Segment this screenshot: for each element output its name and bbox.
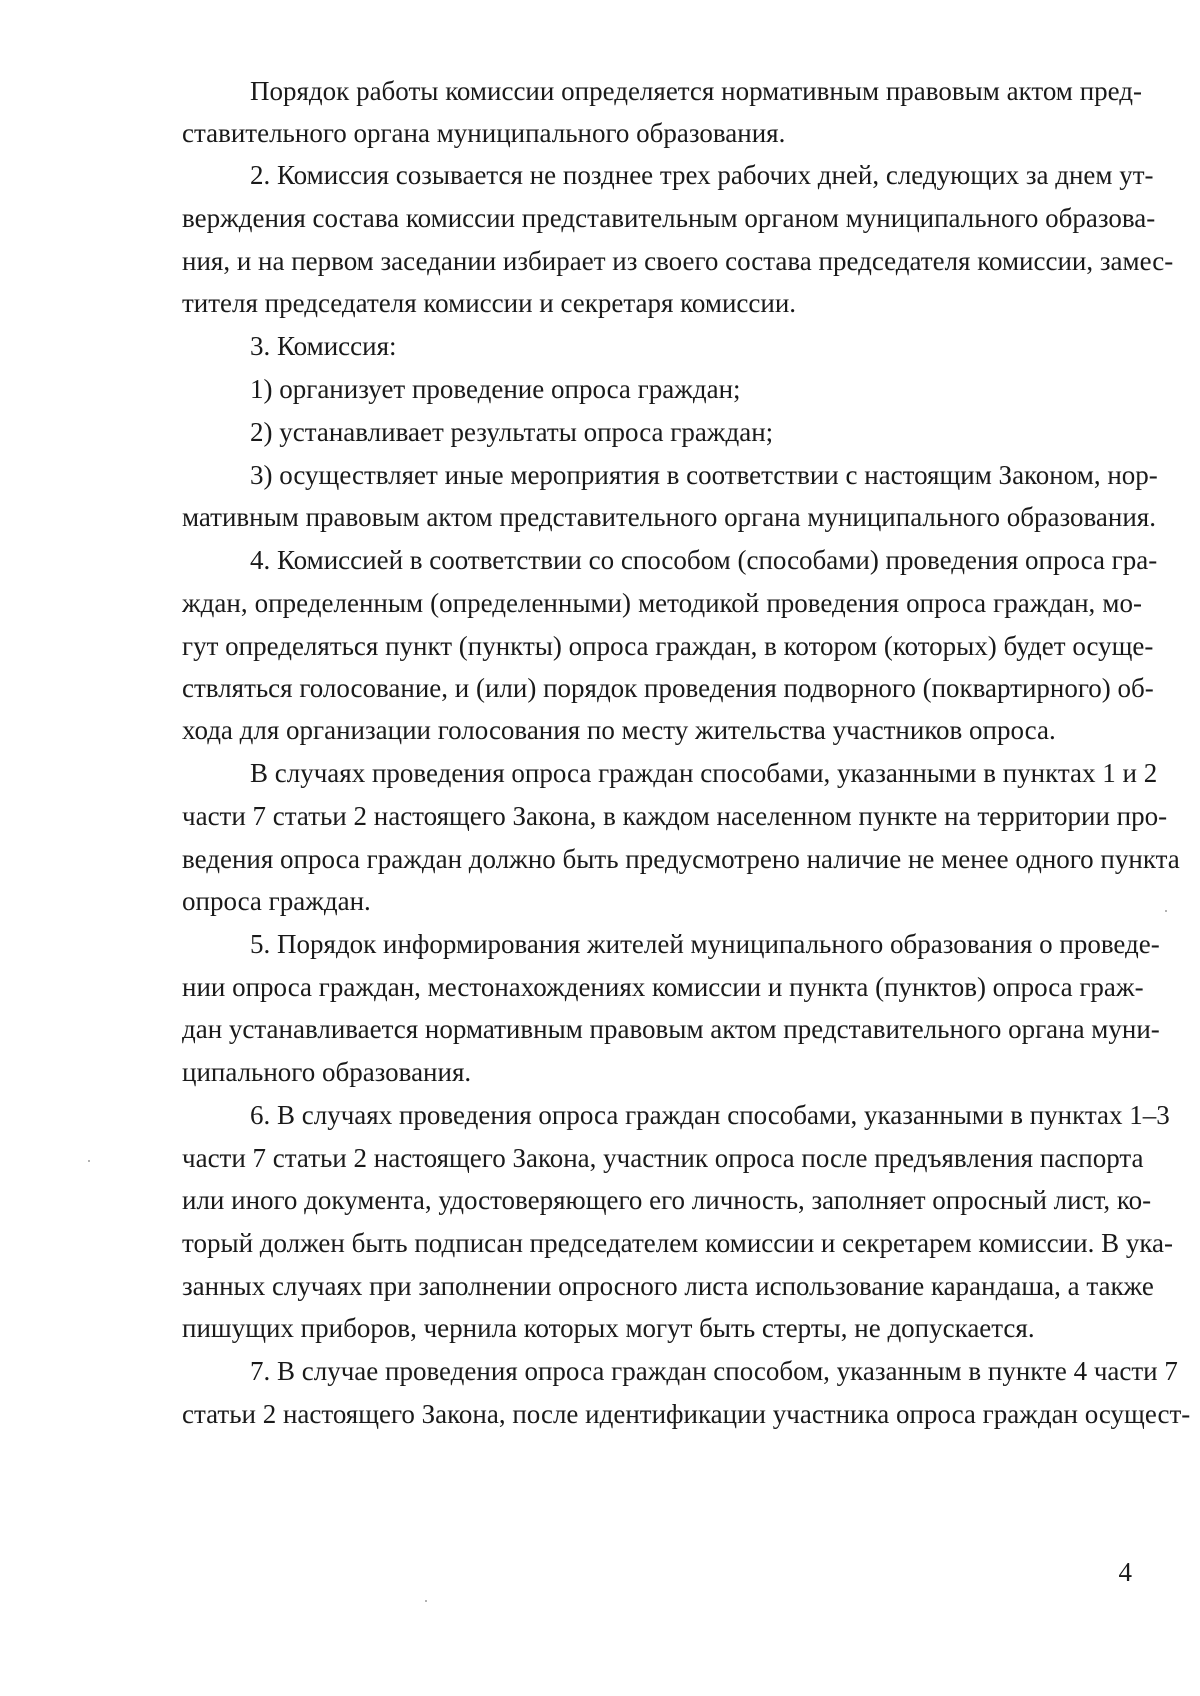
text-line: 6. В случаях проведения опроса граждан способами, указанными в пунктах 1–3 xyxy=(250,1100,1170,1130)
text-line: хода для организации голосования по месту жительства участников опроса. xyxy=(182,715,1056,745)
text-line: 7. В случае проведения опроса граждан способом, указанным в пункте 4 части 7 xyxy=(250,1356,1178,1386)
text-line: дан устанавливается нормативным правовым актом представительного органа муни- xyxy=(182,1014,1160,1044)
scan-speck xyxy=(1165,910,1167,912)
text-line: занных случаях при заполнении опросного листа использование карандаша, а также xyxy=(182,1271,1154,1301)
text-line: ствляться голосование, и (или) порядок проведения подворного (поквартирного) об- xyxy=(182,673,1154,703)
text-line: ципального образования. xyxy=(182,1057,472,1087)
page-number: 4 xyxy=(1118,1557,1132,1587)
text-line: 1) организует проведение опроса граждан; xyxy=(250,374,741,404)
text-line: ждан, определенным (определенными) методикой проведения опроса граждан, мо- xyxy=(182,588,1142,618)
scan-speck xyxy=(88,1160,90,1162)
text-line: 3) осуществляет иные мероприятия в соответствии с настоящим Законом, нор- xyxy=(250,460,1158,490)
text-line: ния, и на первом заседании избирает из своего состава председателя комиссии, замес- xyxy=(182,246,1174,276)
text-line: торый должен быть подписан председателем комиссии и секретарем комиссии. В ука- xyxy=(182,1228,1174,1258)
text-line: части 7 статьи 2 настоящего Закона, участник опроса после предъявления паспорта xyxy=(182,1143,1144,1173)
text-line: части 7 статьи 2 настоящего Закона, в каждом населенном пункте на территории про- xyxy=(182,801,1168,831)
text-line: статьи 2 настоящего Закона, после идентификации участника опроса граждан осущест- xyxy=(182,1399,1191,1429)
text-line: 3. Комиссия: xyxy=(250,331,397,361)
text-line: 4. Комиссией в соответствии со способом (способами) проведения опроса гра- xyxy=(250,545,1158,575)
text-line: 2) устанавливает результаты опроса граждан; xyxy=(250,417,774,447)
text-line: 5. Порядок информирования жителей муниципального образования о проведе- xyxy=(250,929,1160,959)
text-line: верждения состава комиссии представительным органом муниципального образова- xyxy=(182,203,1156,233)
text-line: пишущих приборов, чернила которых могут быть стерты, не допускается. xyxy=(182,1313,1035,1343)
text-line: ведения опроса граждан должно быть предусмотрено наличие не менее одного пункта xyxy=(182,844,1180,874)
text-line: опроса граждан. xyxy=(182,886,371,916)
text-line: В случаях проведения опроса граждан способами, указанными в пунктах 1 и 2 xyxy=(250,758,1158,788)
text-line: тителя председателя комиссии и секретаря комиссии. xyxy=(182,288,797,318)
text-line: или иного документа, удостоверяющего его личность, заполняет опросный лист, ко- xyxy=(182,1185,1152,1215)
text-line: гут определяться пункт (пункты) опроса граждан, в котором (которых) будет осуще- xyxy=(182,631,1154,661)
text-line: Порядок работы комиссии определяется нормативным правовым актом пред- xyxy=(250,76,1142,106)
scan-speck xyxy=(425,1600,427,1602)
text-line: 2. Комиссия созывается не позднее трех рабочих дней, следующих за днем ут- xyxy=(250,160,1154,190)
text-line: ставительного органа муниципального образования. xyxy=(182,118,786,148)
text-line: мативным правовым актом представительного органа муниципального образования. xyxy=(182,502,1156,532)
text-line: нии опроса граждан, местонахождениях комиссии и пункта (пунктов) опроса граж- xyxy=(182,972,1144,1002)
